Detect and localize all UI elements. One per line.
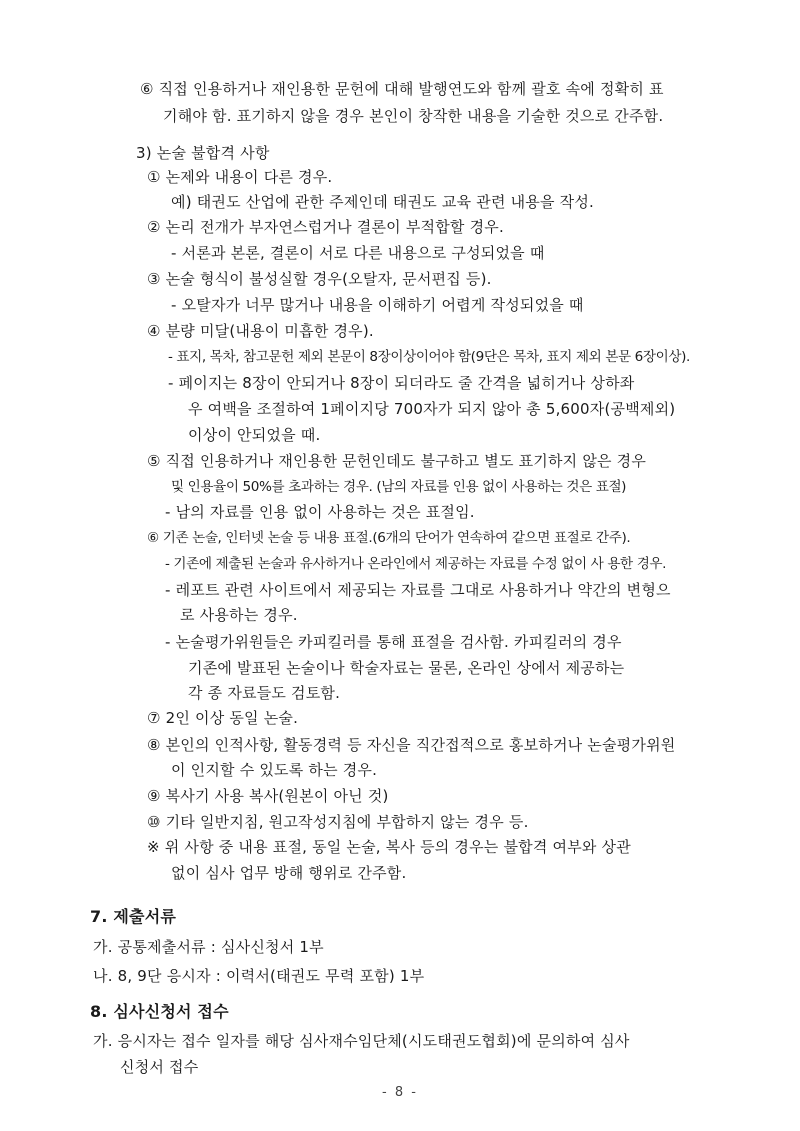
text-line: ※ 위 사항 중 내용 표절, 동일 논술, 복사 등의 경우는 불합격 여부와 상관 [147, 838, 631, 856]
text-line: ⑨ 복사기 사용 복사(원본이 아닌 것) [147, 787, 389, 805]
text-line: ① 논제와 내용이 다른 경우. [147, 168, 333, 186]
text-line: 및 인용율이 50%를 초과하는 경우. (남의 자료를 인용 없이 사용하는 것은 표절) [171, 479, 627, 495]
text-line: - 표지, 목차, 참고문헌 제외 본문이 8장이상이어야 함(9단은 목차, 표지 제외 본문 6장이상). [168, 349, 690, 365]
section-heading: 7. 제출서류 [90, 907, 177, 926]
text-line: ⑩ 기타 일반지침, 원고작성지침에 부합하지 않는 경우 등. [147, 813, 529, 831]
text-line: ⑧ 본인의 인적사항, 활동경력 등 자신을 직간접적으로 홍보하거나 논술평가위원 [147, 736, 676, 754]
text-line: 기존에 발표된 논술이나 학술자료는 물론, 온라인 상에서 제공하는 [188, 659, 625, 677]
text-line: - 서론과 본론, 결론이 서로 다른 내용으로 구성되었을 때 [171, 244, 545, 262]
text-line: - 페이지는 8장이 안되거나 8장이 되더라도 줄 간격을 넓히거나 상하좌 [168, 374, 635, 392]
text-line: - 기존에 제출된 논술과 유사하거나 온라인에서 제공하는 자료를 수정 없이 사 용한 경우. [165, 556, 667, 572]
text-line: ③ 논술 형식이 불성실할 경우(오탈자, 문서편집 등). [147, 270, 492, 288]
text-line: 예) 태권도 산업에 관한 주제인데 태권도 교육 관련 내용을 작성. [171, 193, 594, 211]
text-line: 기해야 함. 표기하지 않을 경우 본인이 창작한 내용을 기술한 것으로 간주함. [163, 107, 664, 125]
text-line: ⑥ 직접 인용하거나 재인용한 문헌에 대해 발행연도와 함께 괄호 속에 정확히 표 [140, 80, 664, 98]
text-line: - 논술평가위원들은 카피킬러를 통해 표절을 검사함. 카피킬러의 경우 [165, 633, 622, 651]
page-number: - 8 - [382, 1085, 418, 1100]
text-line: ② 논리 전개가 부자연스럽거나 결론이 부적합할 경우. [147, 218, 504, 236]
text-line: ⑤ 직접 인용하거나 재인용한 문헌인데도 불구하고 별도 표기하지 않은 경우 [147, 452, 647, 470]
text-line: ⑦ 2인 이상 동일 논술. [147, 709, 299, 727]
text-line: 3) 논술 불합격 사항 [136, 144, 270, 162]
text-line: ⑥ 기존 논술, 인터넷 논술 등 내용 표절.(6개의 단어가 연속하여 같으면 표절로 간주). [147, 530, 631, 546]
text-line: 신청서 접수 [120, 1058, 199, 1076]
text-line: - 남의 자료를 인용 없이 사용하는 것은 표절임. [165, 503, 475, 521]
text-line: 각 종 자료들도 검토함. [188, 684, 341, 702]
section-heading: 8. 심사신청서 접수 [90, 1002, 229, 1021]
text-line: 로 사용하는 경우. [180, 606, 298, 624]
text-line: 나. 8, 9단 응시자 : 이력서(태권도 무력 포함) 1부 [93, 967, 425, 985]
text-line: 가. 공통제출서류 : 심사신청서 1부 [93, 938, 324, 956]
text-line: 우 여백을 조절하여 1페이지당 700자가 되지 않아 총 5,600자(공백제외) [188, 400, 676, 418]
text-line: 이 인지할 수 있도록 하는 경우. [171, 761, 378, 779]
text-line: ④ 분량 미달(내용이 미흡한 경우). [147, 322, 374, 340]
text-line: 가. 응시자는 접수 일자를 해당 심사재수임단체(시도태권도협회)에 문의하여 심사 [93, 1032, 630, 1050]
text-line: 없이 심사 업무 방해 행위로 간주함. [171, 864, 407, 882]
text-line: - 레포트 관련 사이트에서 제공되는 자료를 그대로 사용하거나 약간의 변형으 [165, 581, 671, 599]
text-line: - 오탈자가 너무 많거나 내용을 이해하기 어렵게 작성되었을 때 [171, 296, 584, 314]
text-line: 이상이 안되었을 때. [188, 426, 321, 444]
